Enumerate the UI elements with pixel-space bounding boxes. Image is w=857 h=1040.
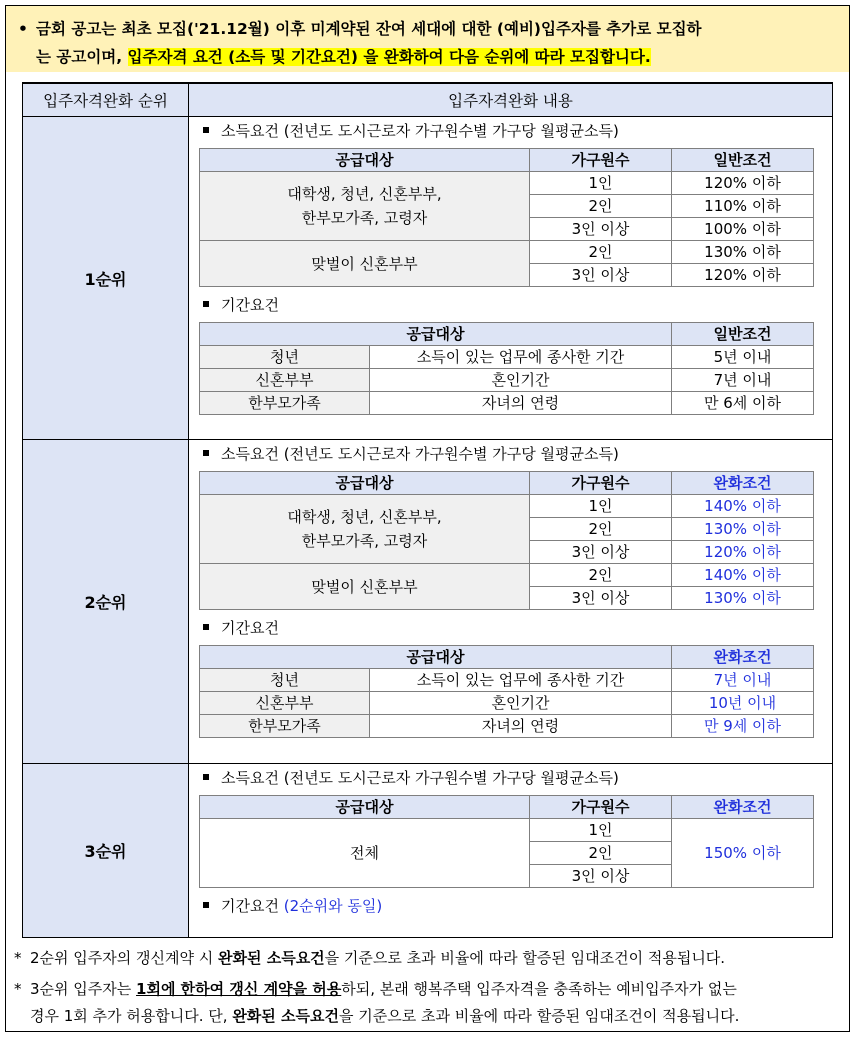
notice-line1: 금회 공고는 최초 모집('21.12월) 이후 미계약된 잔여 세대에 대한 (예비)입주자를 추가로 모집하: [36, 20, 702, 38]
period-section-title: 기간요건: [199, 616, 816, 640]
income-section-title: 소득요건 (전년도 도시근로자 가구원수별 가구당 월평균소득): [199, 442, 816, 466]
rank-content: [189, 440, 833, 764]
footnote-1: * 2순위 입주자의 갱신계약 시 완화된 소득요건을 기준으로 초과 비율에 따라 할증된 임대조건이 적용됩니다.: [14, 949, 726, 967]
rank-content: [189, 764, 833, 938]
footnotes: [14, 945, 840, 1030]
rank-label: 1순위: [23, 117, 189, 440]
income-section-title: 소득요건 (전년도 도시근로자 가구원수별 가구당 월평균소득): [199, 119, 816, 143]
income-table: 공급대상 가구원수 일반조건 대학생, 청년, 신혼부부, 한부모가족, 고령자 1인 120% 이하 2인 110% 이하 3인 이상 100% 이하 맞벌이 신혼부부 2인 130% 이하 3인 이상 120% 이하: [199, 148, 814, 287]
rank-label: 2순위: [23, 440, 189, 764]
income-table: 공급대상 가구원수 완화조건 전체 1인 150% 이하 2인 3인 이상: [199, 795, 814, 888]
rank-content: [189, 117, 833, 440]
footnote-2: * 3순위 입주자는 1회에 한하여 갱신 계약을 허용하되, 본래 행복주택 입주자격을 충족하는 예비입주자가 없는 경우 1회 추가 허용합니다. 단, 완화된 소득요건을 기준으로 초과 비율에 따라 할증된 임대조건이 적용됩니다.: [14, 980, 740, 1025]
period-table: 공급대상 완화조건 청년 소득이 있는 업무에 종사한 기간 7년 이내 신혼부부 혼인기간 10년 이내 한부모가족 자녀의 연령 만 9세 이하: [199, 645, 814, 738]
period-table: 공급대상 일반조건 청년 소득이 있는 업무에 종사한 기간 5년 이내 신혼부부 혼인기간 7년 이내 한부모가족 자녀의 연령 만 6세 이하: [199, 322, 814, 415]
notice-line2: 는 공고이며,: [36, 48, 128, 66]
notice-text: [36, 15, 839, 71]
criteria-table: [22, 82, 833, 938]
income-table: 공급대상 가구원수 완화조건 대학생, 청년, 신혼부부, 한부모가족, 고령자 1인 140% 이하 2인 130% 이하 3인 이상 120% 이하 맞벌이 신혼부부 2인 140% 이하 3인 이상 130% 이하: [199, 471, 814, 610]
income-section-title: 소득요건 (전년도 도시근로자 가구원수별 가구당 월평균소득): [199, 766, 816, 790]
rank-col-header: 입주자격완화 순위: [23, 83, 189, 117]
period-section-title: 기간요건 (2순위와 동일): [199, 894, 816, 918]
notice-highlight: 입주자격 요건 (소득 및 기간요건) 을 완화하여 다음 순위에 따라 모집합니다.: [127, 48, 651, 66]
period-section-title: 기간요건: [199, 293, 816, 317]
notice-box: [6, 6, 849, 72]
content-col-header: 입주자격완화 내용: [189, 83, 833, 117]
rank-label: 3순위: [23, 764, 189, 938]
bullet: •: [18, 20, 28, 38]
